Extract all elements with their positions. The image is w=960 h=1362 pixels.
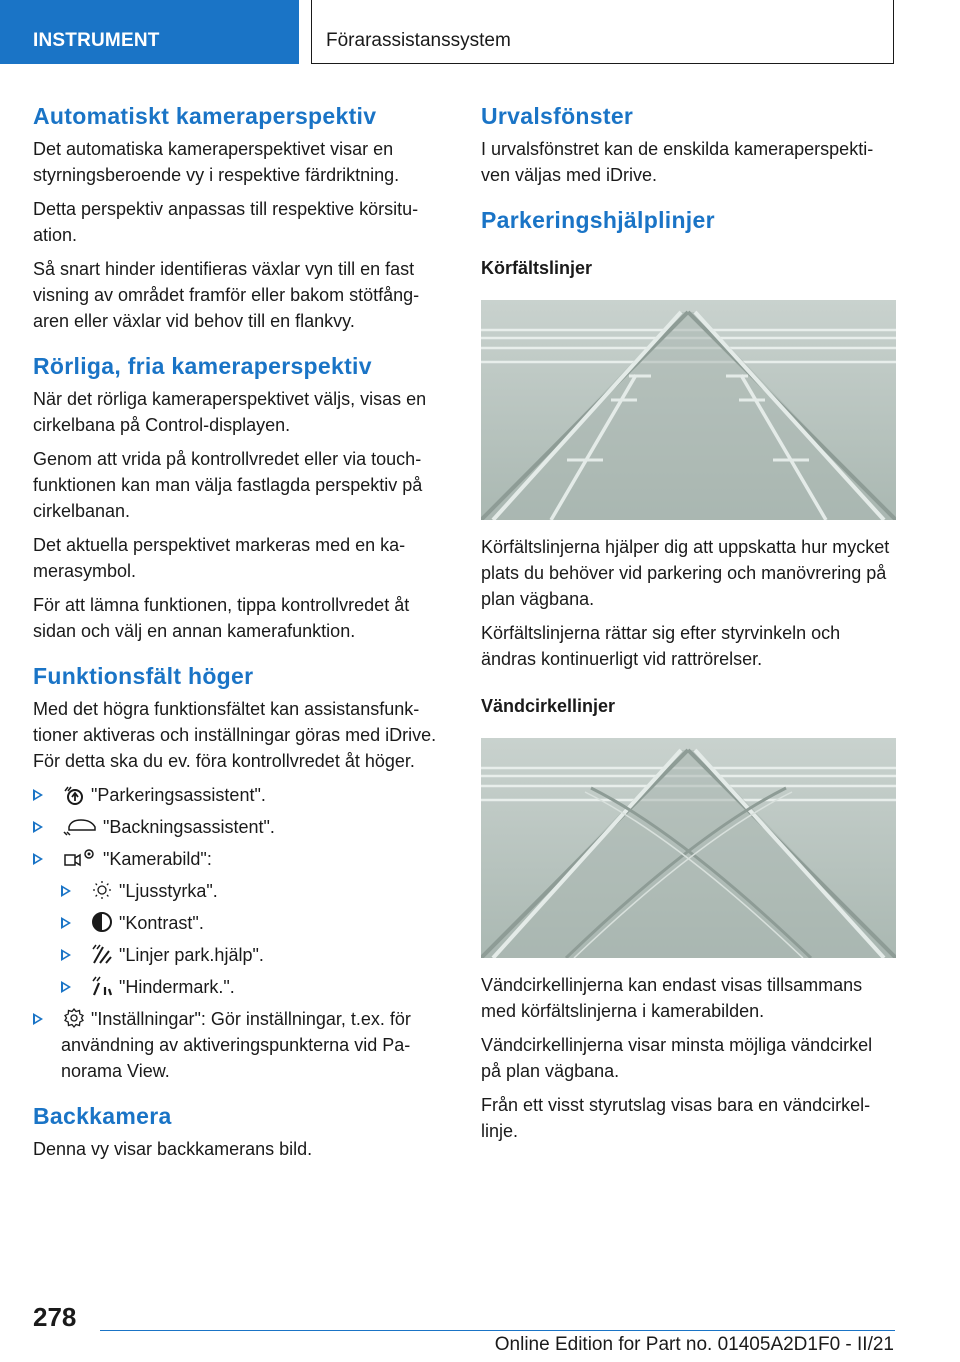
right-column — [481, 100, 896, 1152]
footer-edition: Online Edition for Part no. 01405A2D1F0 - II/21 — [494, 1334, 894, 1355]
list-item — [33, 814, 443, 840]
paragraph: Genom att vrida på kontrollvredet eller via touchfunktionen kan man välja fastlagda perspektiv på cirkelbanan. — [33, 449, 423, 521]
list-item-text: "Ljusstyrka". — [119, 881, 218, 901]
reversing-assistant-icon — [63, 817, 97, 837]
bullet-triangle-icon — [61, 917, 71, 929]
paragraph: Vändcirkellinjerna visar minsta möjliga vändcirkel på plan vägbana. — [481, 1035, 873, 1081]
bullet-triangle-icon — [61, 981, 71, 993]
bullet-triangle-icon — [33, 1013, 43, 1025]
list-item — [33, 782, 443, 808]
bullet-triangle-icon — [33, 789, 43, 801]
obstacle-marking-icon — [91, 975, 113, 997]
subsection-title-turning-circle: Vändcirkellinjer — [481, 696, 616, 716]
contrast-icon — [91, 911, 113, 933]
paragraph: I urvalsfönstret kan de enskilda kameraperspektiven väljas med iDrive. — [481, 139, 874, 185]
bullet-triangle-icon — [61, 885, 71, 897]
bullet-triangle-icon — [61, 949, 71, 961]
list-item-text: "Linjer park.hjälp". — [119, 945, 264, 965]
subsection-title-lane-lines: Körfältslinjer — [481, 258, 593, 278]
list-item — [33, 1006, 443, 1084]
list-item — [33, 974, 443, 1000]
paragraph: Denna vy visar backkamerans bild. — [33, 1139, 313, 1159]
list-item-text: "Kontrast". — [119, 913, 204, 933]
section-title-parking-lines: Parkeringshjälplinjer — [481, 207, 715, 233]
paragraph: När det rörliga kameraperspektivet väljs, visas en cirkelbana på Control-displayen. — [33, 389, 427, 435]
section-title-free-camera: Rörliga, fria kameraperspektiv — [33, 353, 372, 379]
header-chapter-label: Förarassistanssystem — [326, 30, 511, 51]
section-title-rear-camera: Backkamera — [33, 1103, 172, 1129]
header-section-label: INSTRUMENT — [33, 30, 160, 51]
section-title-selection-window: Urvalsfönster — [481, 103, 634, 129]
paragraph: Så snart hinder identifieras växlar vyn till en fast visning av området framför eller bakom stötfångaren eller växlar vid behov till en flankvy. — [33, 259, 420, 331]
paragraph: Det automatiska kameraperspektivet visar en styrningsberoende vy i respektive färdriktning. — [33, 139, 400, 185]
paragraph: Körfältslinjerna rättar sig efter styrvinkeln och ändras kontinuerligt vid rattrörelser. — [481, 623, 841, 669]
header-chapter-box — [311, 0, 894, 64]
footer-divider — [100, 1330, 895, 1331]
list-item-text: "Hindermark.". — [119, 977, 235, 997]
paragraph: Körfältslinjerna hjälper dig att uppskatta hur mycket plats du behöver vid parkering och manövrering på plan vägbana. — [481, 537, 890, 609]
list-item — [33, 846, 443, 872]
parking-assistant-icon — [63, 785, 85, 805]
paragraph: Detta perspektiv anpassas till respektive körsituation. — [33, 199, 419, 245]
paragraph: Från ett visst styrutslag visas bara en vändcirkellinje. — [481, 1095, 871, 1141]
list-item-text: "Backningsassistent". — [103, 817, 275, 837]
paragraph: För att lämna funktionen, tippa kontrollvredet åt sidan och välj en annan kamerafunktion. — [33, 595, 410, 641]
section-title-function-field: Funktionsfält höger — [33, 663, 254, 689]
function-list — [33, 782, 443, 1084]
camera-settings-icon — [63, 847, 97, 869]
lane-lines-figure — [481, 300, 896, 520]
bullet-triangle-icon — [33, 853, 43, 865]
paragraph: Med det högra funktionsfältet kan assistansfunktioner aktiveras och inställningar göras med iDrive. För detta ska du ev. föra kontrollvredet åt höger. — [33, 699, 437, 771]
list-item-text: "Kamerabild": — [103, 849, 212, 869]
header-section-tab — [0, 0, 299, 64]
list-item — [33, 910, 443, 936]
list-item-text: "Inställningar": Gör inställningar, t.ex. för användning av aktiveringspunkterna vid Panorama View. — [61, 1009, 411, 1081]
paragraph: Det aktuella perspektivet markeras med en kamerasymbol. — [33, 535, 406, 581]
left-column — [33, 100, 443, 1170]
page-number: 278 — [33, 1302, 77, 1332]
list-item — [33, 942, 443, 968]
list-item — [33, 878, 443, 904]
list-item-text: "Parkeringsassistent". — [91, 785, 266, 805]
section-title-auto-camera: Automatiskt kameraperspektiv — [33, 103, 377, 129]
parking-lines-icon — [91, 943, 113, 965]
brightness-icon — [91, 879, 113, 901]
bullet-triangle-icon — [33, 821, 43, 833]
gear-icon — [63, 1007, 85, 1029]
paragraph: Vändcirkellinjerna kan endast visas tillsammans med körfältslinjerna i kamerabilden. — [481, 975, 863, 1021]
turning-circle-figure — [481, 738, 896, 958]
